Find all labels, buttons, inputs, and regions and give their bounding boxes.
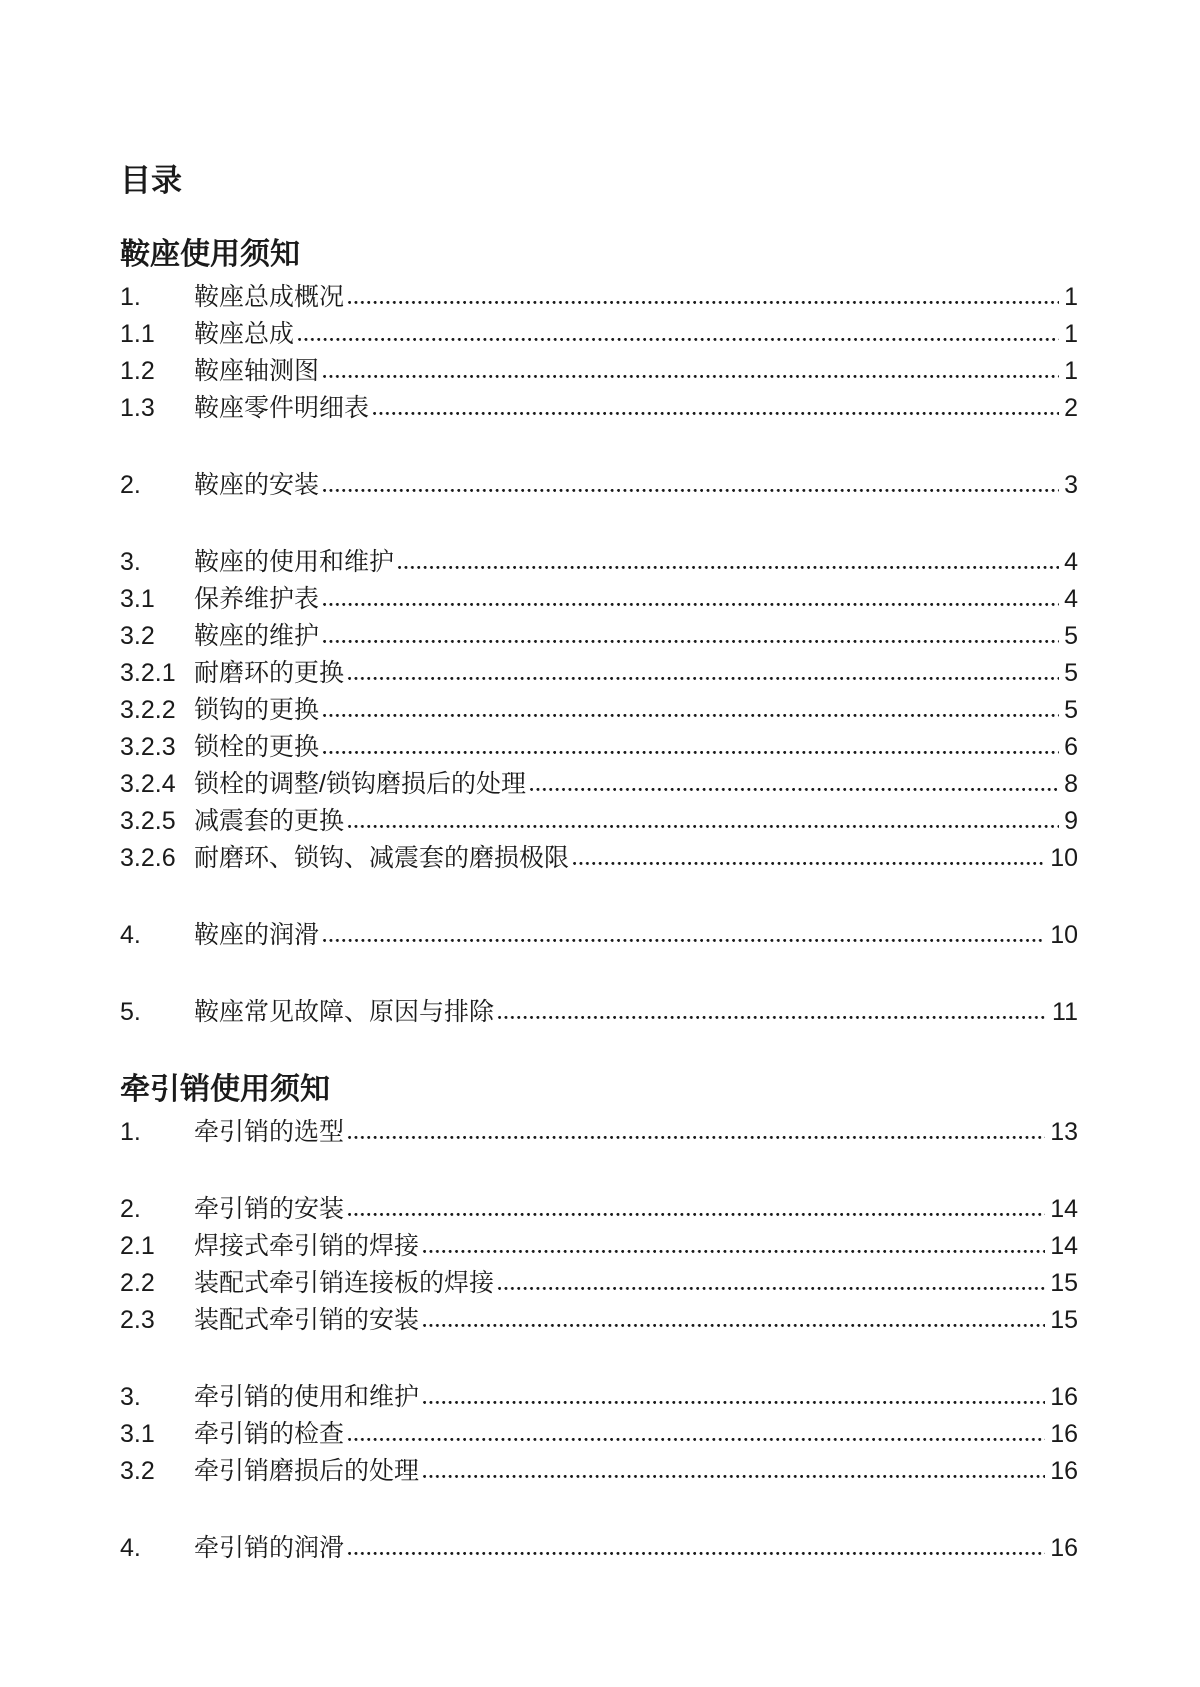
dotted-leader (297, 337, 1059, 342)
toc-entry-title: 鞍座的安装 (194, 471, 320, 499)
toc-entry-number: 3.2.6 (120, 844, 176, 872)
toc-entry-page-number: 9 (1064, 807, 1078, 835)
toc-entry-page-number: 2 (1064, 394, 1078, 422)
toc-entry[interactable] (120, 1379, 1078, 1416)
toc-entry-group (120, 1530, 1078, 1567)
toc-entry-page-number: 8 (1064, 770, 1078, 798)
toc-entry-title: 鞍座零件明细表 (194, 394, 370, 422)
toc-entry-page-number: 16 (1050, 1420, 1078, 1448)
toc-entry-number: 3.1 (120, 585, 155, 613)
toc-entry-page-number: 1 (1064, 357, 1078, 385)
dotted-leader (322, 488, 1059, 493)
toc-entry-title: 鞍座的使用和维护 (194, 548, 395, 576)
toc-entry-number: 2.2 (120, 1269, 155, 1297)
toc-entry-title: 锁钩的更换 (194, 696, 320, 724)
toc-entry-number: 3.2.5 (120, 807, 176, 835)
dotted-leader (497, 1015, 1047, 1020)
toc-entry-group (120, 1379, 1078, 1490)
section-heading: 牵引销使用须知 (120, 1073, 330, 1106)
toc-entry-page-number: 1 (1064, 320, 1078, 348)
dotted-leader (347, 824, 1059, 829)
toc-entry-title: 减震套的更换 (194, 807, 345, 835)
toc-entry[interactable] (120, 692, 1078, 729)
dotted-leader (422, 1400, 1045, 1405)
toc-entry-title: 鞍座总成概况 (194, 283, 345, 311)
toc-section (120, 1071, 1078, 1567)
toc-section (120, 236, 1078, 1031)
toc-entry-page-number: 16 (1050, 1534, 1078, 1562)
dotted-leader (322, 374, 1059, 379)
toc-entry-page-number: 15 (1050, 1306, 1078, 1334)
toc-entry-title: 锁栓的调整/锁钩磨损后的处理 (194, 770, 526, 798)
toc-entry[interactable] (120, 316, 1078, 353)
toc-entry-group (120, 994, 1078, 1031)
toc-entry-groups (120, 1114, 1078, 1567)
toc-entry[interactable] (120, 840, 1078, 877)
toc-entry-number: 3.2 (120, 622, 155, 650)
dotted-leader (347, 1212, 1045, 1217)
toc-entry-number: 3.2.4 (120, 770, 176, 798)
toc-entry-title: 牵引销的润滑 (194, 1534, 345, 1562)
toc-entry-number: 5. (120, 998, 141, 1026)
dotted-leader (497, 1286, 1045, 1291)
toc-entry-title: 鞍座的润滑 (194, 921, 320, 949)
toc-entry[interactable] (120, 1530, 1078, 1567)
dotted-leader (422, 1474, 1045, 1479)
toc-entry-title: 鞍座轴测图 (194, 357, 320, 385)
toc-entry[interactable] (120, 1265, 1078, 1302)
toc-entry[interactable] (120, 803, 1078, 840)
toc-entry-group (120, 1114, 1078, 1151)
toc-entry-title: 牵引销的检查 (194, 1420, 345, 1448)
section-heading: 鞍座使用须知 (120, 238, 300, 271)
dotted-leader (347, 1437, 1045, 1442)
toc-entry-number: 1.1 (120, 320, 155, 348)
toc-entry[interactable] (120, 390, 1078, 427)
toc-entry-number: 2.3 (120, 1306, 155, 1334)
toc-entry-group (120, 544, 1078, 877)
dotted-leader (422, 1323, 1045, 1328)
dotted-leader (422, 1249, 1045, 1254)
toc-entry-number: 3.1 (120, 1420, 155, 1448)
toc-entry-page-number: 1 (1064, 283, 1078, 311)
toc-entry-page-number: 5 (1064, 622, 1078, 650)
dotted-leader (347, 1135, 1045, 1140)
toc-entry-title: 锁栓的更换 (194, 733, 320, 761)
toc-title: 目录 (120, 163, 182, 198)
toc-entry-title: 焊接式牵引销的焊接 (194, 1232, 420, 1260)
toc-entry-number: 2. (120, 1195, 141, 1223)
toc-entry-page-number: 3 (1064, 471, 1078, 499)
toc-entry-title: 牵引销的选型 (194, 1118, 345, 1146)
toc-entry-group (120, 279, 1078, 427)
dotted-leader (322, 750, 1059, 755)
toc-entry[interactable] (120, 994, 1078, 1031)
toc-entry-number: 3.2 (120, 1457, 155, 1485)
toc-entry[interactable] (120, 353, 1078, 390)
toc-entry-title: 耐磨环的更换 (194, 659, 345, 687)
toc-entry[interactable] (120, 1416, 1078, 1453)
toc-entry[interactable] (120, 1453, 1078, 1490)
dotted-leader (322, 602, 1059, 607)
toc-entry-title: 牵引销磨损后的处理 (194, 1457, 420, 1485)
toc-entry[interactable] (120, 279, 1078, 316)
toc-entry-page-number: 14 (1050, 1195, 1078, 1223)
toc-entry-title: 鞍座的维护 (194, 622, 320, 650)
toc-entry-number: 3. (120, 548, 141, 576)
toc-entry-page-number: 13 (1050, 1118, 1078, 1146)
toc-entry[interactable] (120, 1228, 1078, 1265)
toc-entry-group (120, 467, 1078, 504)
dotted-leader (572, 861, 1045, 866)
toc-entry-title: 牵引销的使用和维护 (194, 1383, 420, 1411)
dotted-leader (322, 938, 1045, 943)
toc-entry-page-number: 14 (1050, 1232, 1078, 1260)
toc-entry-page-number: 16 (1050, 1457, 1078, 1485)
toc-entry-title: 牵引销的安装 (194, 1195, 345, 1223)
toc-entry-number: 3.2.2 (120, 696, 176, 724)
toc-entry-page-number: 4 (1064, 548, 1078, 576)
toc-entry-number: 1. (120, 283, 141, 311)
toc-entry[interactable] (120, 655, 1078, 692)
toc-entry-number: 2. (120, 471, 141, 499)
toc-entry-title: 保养维护表 (194, 585, 320, 613)
toc-entry-page-number: 15 (1050, 1269, 1078, 1297)
toc-entry[interactable] (120, 766, 1078, 803)
toc-entry-page-number: 10 (1050, 921, 1078, 949)
toc-sections (120, 236, 1078, 1567)
toc-entry-number: 1.3 (120, 394, 155, 422)
dotted-leader (397, 565, 1059, 570)
toc-entry-page-number: 11 (1052, 998, 1078, 1026)
dotted-leader (347, 300, 1059, 305)
toc-entry[interactable] (120, 1302, 1078, 1339)
toc-entry-title: 装配式牵引销连接板的焊接 (194, 1269, 495, 1297)
toc-entry-page-number: 16 (1050, 1383, 1078, 1411)
toc-entry-group (120, 917, 1078, 954)
toc-entry-number: 4. (120, 921, 141, 949)
toc-entry-title: 耐磨环、锁钩、减震套的磨损极限 (194, 844, 570, 872)
toc-entry-title: 装配式牵引销的安装 (194, 1306, 420, 1334)
toc-entry[interactable] (120, 1191, 1078, 1228)
dotted-leader (529, 787, 1059, 792)
toc-entry[interactable] (120, 544, 1078, 581)
dotted-leader (322, 639, 1059, 644)
dotted-leader (347, 676, 1059, 681)
toc-entry-groups (120, 279, 1078, 1031)
toc-entry[interactable] (120, 1114, 1078, 1151)
toc-entry-title: 鞍座总成 (194, 320, 295, 348)
toc-entry-number: 4. (120, 1534, 141, 1562)
toc-entry-group (120, 1191, 1078, 1339)
toc-entry[interactable] (120, 467, 1078, 504)
dotted-leader (372, 411, 1059, 416)
toc-entry-number: 3.2.1 (120, 659, 176, 687)
toc-entry-page-number: 5 (1064, 696, 1078, 724)
toc-entry-page-number: 10 (1050, 844, 1078, 872)
dotted-leader (347, 1551, 1045, 1556)
toc-entry-number: 3.2.3 (120, 733, 176, 761)
toc-entry-page-number: 5 (1064, 659, 1078, 687)
toc-entry-title: 鞍座常见故障、原因与排除 (194, 998, 495, 1026)
toc-entry-number: 1. (120, 1118, 141, 1146)
toc-entry[interactable] (120, 618, 1078, 655)
toc-entry-number: 1.2 (120, 357, 155, 385)
toc-entry[interactable] (120, 581, 1078, 618)
toc-entry-number: 2.1 (120, 1232, 155, 1260)
dotted-leader (322, 713, 1059, 718)
toc-entry-page-number: 6 (1064, 733, 1078, 761)
toc-entry[interactable] (120, 917, 1078, 954)
toc-entry-number: 3. (120, 1383, 141, 1411)
toc-entry-page-number: 4 (1064, 585, 1078, 613)
toc-entry[interactable] (120, 729, 1078, 766)
